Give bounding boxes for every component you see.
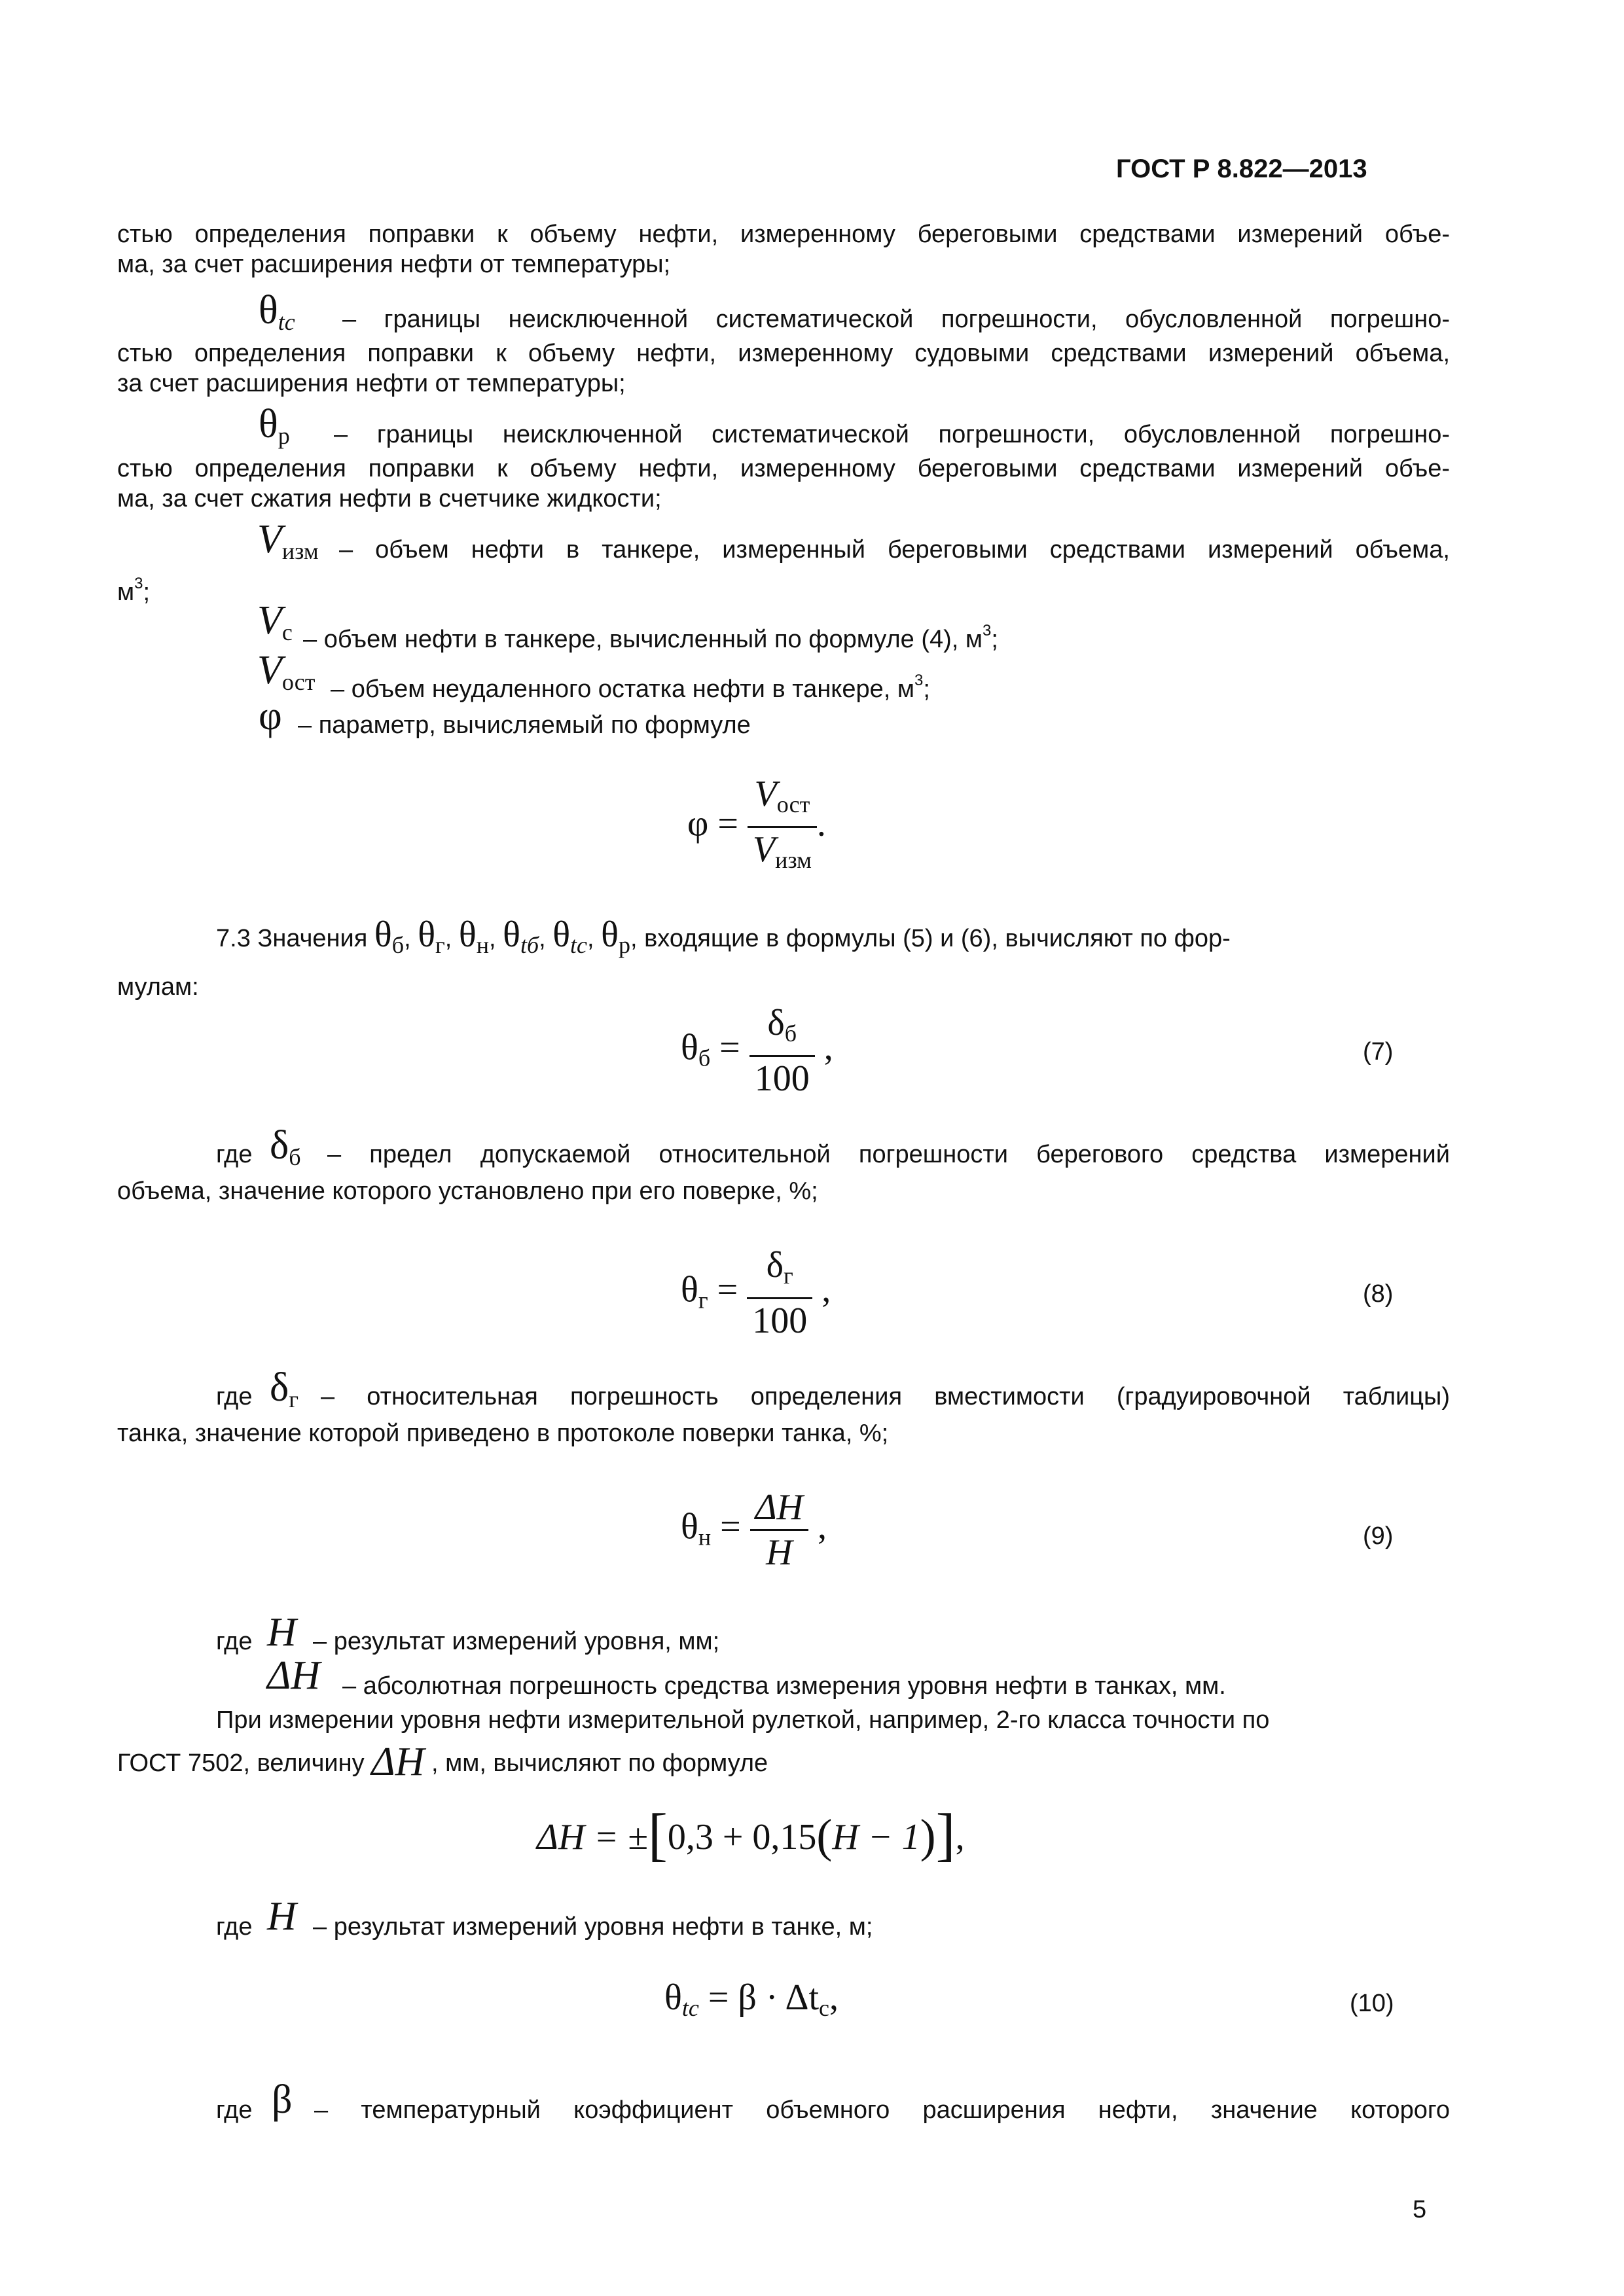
beta-symbol: β [272,2077,293,2122]
v-symbol: V [257,598,282,643]
denominator-symbol: V [752,829,776,870]
separator: , [489,925,496,952]
theta-symbol: θ [374,914,392,955]
superscript: 3 [134,575,143,592]
equals-sign: = [720,1506,741,1547]
symbol-subscript: н [476,932,489,958]
theta-symbol: θ [458,914,477,955]
text-line: – температурный коэффициент объемного расширения нефти, значение которого [314,2096,1450,2124]
formula-lhs-subscript: н [698,1524,712,1551]
symbol-subscript: р [278,423,290,449]
numerator-subscript: ост [776,791,810,817]
equation-number: (7) [1363,1038,1394,1066]
unit-text: м [117,579,135,606]
symbol-subscript: ост [281,669,316,695]
theta-symbol: θ [503,914,520,955]
text-line [117,565,150,611]
numerator-symbol: δ [767,1003,785,1043]
delta-symbol: δ [270,1123,289,1168]
right-bracket: ] [935,1803,956,1867]
symbol-subscript: р [618,932,630,958]
where-label: где [216,1383,253,1410]
formula-end: , [818,1506,827,1547]
formula-rhs-subscript: с [819,1995,829,2021]
delta-h-symbol: ΔH [371,1740,425,1784]
text-line: При измерении уровня нефти измерительной рулеткой, например, 2-го класса точности по [216,1706,1270,1734]
equals-sign: = [717,1269,738,1310]
formula-lhs-symbol: θ [664,1977,682,2018]
theta-symbol: θ [259,288,278,332]
symbol-subscript: г [289,1386,298,1412]
formula-end: , [823,1027,833,1068]
formula-9 [681,1486,827,1574]
text-part: , мм, вычисляют по формуле [431,1749,768,1777]
theta-symbol: θ [259,402,278,446]
symbol-definition [259,288,295,340]
fraction [750,1486,808,1574]
text-line: объема, значение которого установлено при его поверке, %; [117,1177,818,1205]
equation-number: (8) [1363,1280,1394,1308]
section-tail: , входящие в формулы (5) и (6), вычисляют по фор- [630,925,1231,952]
left-paren: ( [816,1810,833,1862]
equation-number: (10) [1350,1990,1394,2017]
text-line: за счет расширения нефти от температуры; [117,370,626,397]
formula-end: , [829,1977,839,2018]
fraction [748,772,817,882]
equals-sign: = [719,1027,740,1068]
symbol-definition [257,598,293,651]
symbol-definition [270,1123,301,1175]
left-bracket: [ [647,1803,668,1867]
symbol-definition [259,402,290,454]
theta-symbol: θ [552,914,571,955]
symbol-subscript: б [391,932,405,958]
numerator-subscript: г [784,1263,793,1289]
superscript: 3 [914,672,924,689]
text-line: – границы неисключенной систематической погрешности, обусловленной погрешно- [342,306,1450,333]
symbol-subscript: г [435,932,445,958]
denominator: H [766,1532,793,1573]
symbol-definition [257,517,319,569]
phi-symbol: φ [259,694,282,738]
separator: , [404,925,411,952]
text-line: – границы неисключенной систематической погрешности, обусловленной погрешно- [334,421,1450,448]
equation-number: (9) [1363,1522,1394,1550]
symbol-subscript: tб [520,932,539,958]
symbol-definition [257,648,316,700]
text-line: – абсолютная погрешность средства измерения уровня нефти в танках, мм. [342,1672,1226,1700]
separator: , [587,925,594,952]
text-line: – относительная погрешность определения вместимости (градуировочной таблицы) [321,1383,1450,1410]
text-line: – результат измерений уровня нефти в танке, м; [313,1913,873,1941]
separator: , [444,925,452,952]
symbol-subscript: tc [278,309,295,335]
text-line: мулам: [117,973,199,1001]
text-line: – результат измерений уровня, мм; [313,1628,720,1655]
formula-lhs-symbol: θ [681,1269,698,1310]
denominator-subscript: изм [775,847,812,873]
formula-lhs: φ = [687,803,738,844]
formula-end: , [821,1269,831,1310]
h-symbol: H [267,1894,297,1939]
formula-7 [681,1001,833,1100]
text-line: ма, за счет расширения нефти от температуры; [117,251,671,278]
section-7-3-line [216,916,1231,963]
text-line: – параметр, вычисляемый по формуле [298,711,751,739]
fraction [747,1244,812,1342]
symbol-definition [267,1653,321,1699]
delta-h-symbol: ΔH [267,1653,321,1698]
text-line: ма, за счет сжатия нефти в счетчике жидкости; [117,485,662,512]
page-number: 5 [1413,2196,1427,2223]
delta-symbol: δ [270,1365,289,1410]
definition-text: – объем нефти в танкере, вычисленный по формуле (4), м [303,626,983,653]
symbol-definition [267,1610,297,1656]
text-line [331,662,930,708]
text-line [303,613,998,658]
formula-rhs: = β · Δt [708,1977,820,2018]
formula-lhs-subscript: г [698,1287,708,1314]
formula-end: . [816,803,826,844]
right-paren: ) [920,1810,936,1862]
formula-8 [681,1244,831,1342]
formula-phi [687,772,826,882]
text-line: стью определения поправки к объему нефти, измеренному береговыми средствами измерений объе- [117,221,1450,248]
formula-lhs-subscript: tc [681,1995,699,2021]
punctuation: ; [991,626,998,653]
where-label: где [216,1913,253,1941]
text-line: стью определения поправки к объему нефти, измеренному береговыми средствами измерений объе- [117,455,1450,482]
symbol-subscript: tc [570,932,587,958]
symbol-definition [272,2077,293,2123]
separator: , [539,925,546,952]
where-label: где [216,1141,253,1168]
where-label: где [216,1628,253,1655]
formula-term: H − 1 [832,1817,920,1857]
formula-lhs-symbol: θ [681,1506,698,1547]
v-symbol: V [257,517,282,562]
h-symbol: H [267,1610,297,1655]
v-symbol: V [257,648,282,692]
numerator: ΔH [750,1486,808,1531]
document-header: ГОСТ Р 8.822—2013 [1116,154,1367,183]
punctuation: ; [143,579,151,606]
theta-symbol: θ [418,914,436,955]
symbol-definition [270,1365,298,1418]
numerator-symbol: V [754,774,777,814]
theta-symbol: θ [601,914,619,955]
numerator-symbol: δ [766,1245,784,1285]
symbol-subscript: с [281,619,293,645]
numerator-subscript: б [784,1020,797,1047]
text-part: ГОСТ 7502, величину [117,1749,365,1777]
formula-end: , [955,1817,965,1857]
symbol-subscript: изм [281,538,319,564]
text-line: танка, значение которой приведено в протоколе поверки танка, %; [117,1420,889,1447]
text-line: стью определения поправки к объему нефти, измеренному судовыми средствами измерений объема, [117,340,1450,367]
symbol-definition [267,1894,297,1940]
punctuation: ; [923,675,930,703]
text-line: – предел допускаемой относительной погрешности берегового средства измерений [327,1141,1450,1168]
section-lead: 7.3 Значения [216,925,368,952]
formula-lhs: ΔH = ± [537,1817,648,1857]
symbol-definition [259,694,282,740]
formula-lhs-subscript: б [698,1045,711,1071]
superscript: 3 [983,622,992,639]
formula-10 [664,1977,839,2022]
denominator: 100 [754,1058,810,1099]
formula-term: 0,3 + 0,15 [667,1817,817,1857]
denominator: 100 [752,1300,808,1341]
text-line [117,1740,768,1784]
symbol-subscript: б [289,1144,301,1170]
text-line: – объем нефти в танкере, измеренный береговыми средствами измерений объема, [339,536,1450,564]
formula-lhs-symbol: θ [681,1027,698,1068]
definition-text: – объем неудаленного остатка нефти в танкере, м [331,675,914,703]
where-label: где [216,2096,253,2124]
fraction [749,1001,815,1100]
formula-delta-h [537,1801,965,1869]
